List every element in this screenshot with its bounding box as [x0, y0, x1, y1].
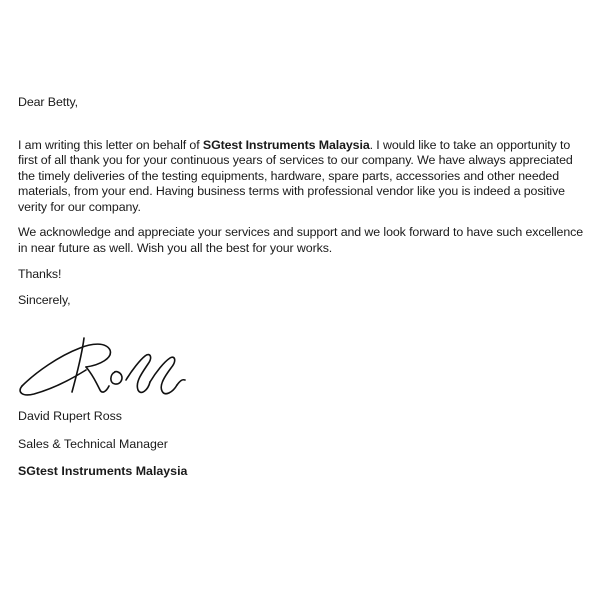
letter-body [18, 95, 586, 308]
signer-title: Sales & Technical Manager [18, 436, 168, 451]
signature-block [18, 409, 187, 492]
signer-company: SGtest Instruments Malaysia [18, 464, 188, 478]
paragraph-acknowledgement: We acknowledge and appreciate your services and support and we look forward to have such excellence in near future as well. Wish you all the best for your works. [18, 225, 583, 255]
thanks-line: Thanks! [18, 267, 62, 281]
paragraph-opening-lead: I am writing this letter on behalf of [18, 137, 203, 152]
signer-name: David Rupert Ross [18, 409, 122, 423]
paragraph-opening-rest: . I would like to take an opportunity to first of all thank you for your continuous years of services to our company. We have always appreciated the timely deliveries of the testing equipments, hardware, spare parts, accessories and other needed materials, from your end. Having business terms with professional vendor like you is indeed a positive verity for our company. [18, 137, 573, 214]
paragraph-opening [18, 138, 586, 216]
salutation: Dear Betty, [18, 95, 78, 109]
closing-line: Sincerely, [18, 292, 71, 307]
handwritten-signature [14, 330, 194, 405]
company-name-inline: SGtest Instruments Malaysia [202, 137, 370, 152]
